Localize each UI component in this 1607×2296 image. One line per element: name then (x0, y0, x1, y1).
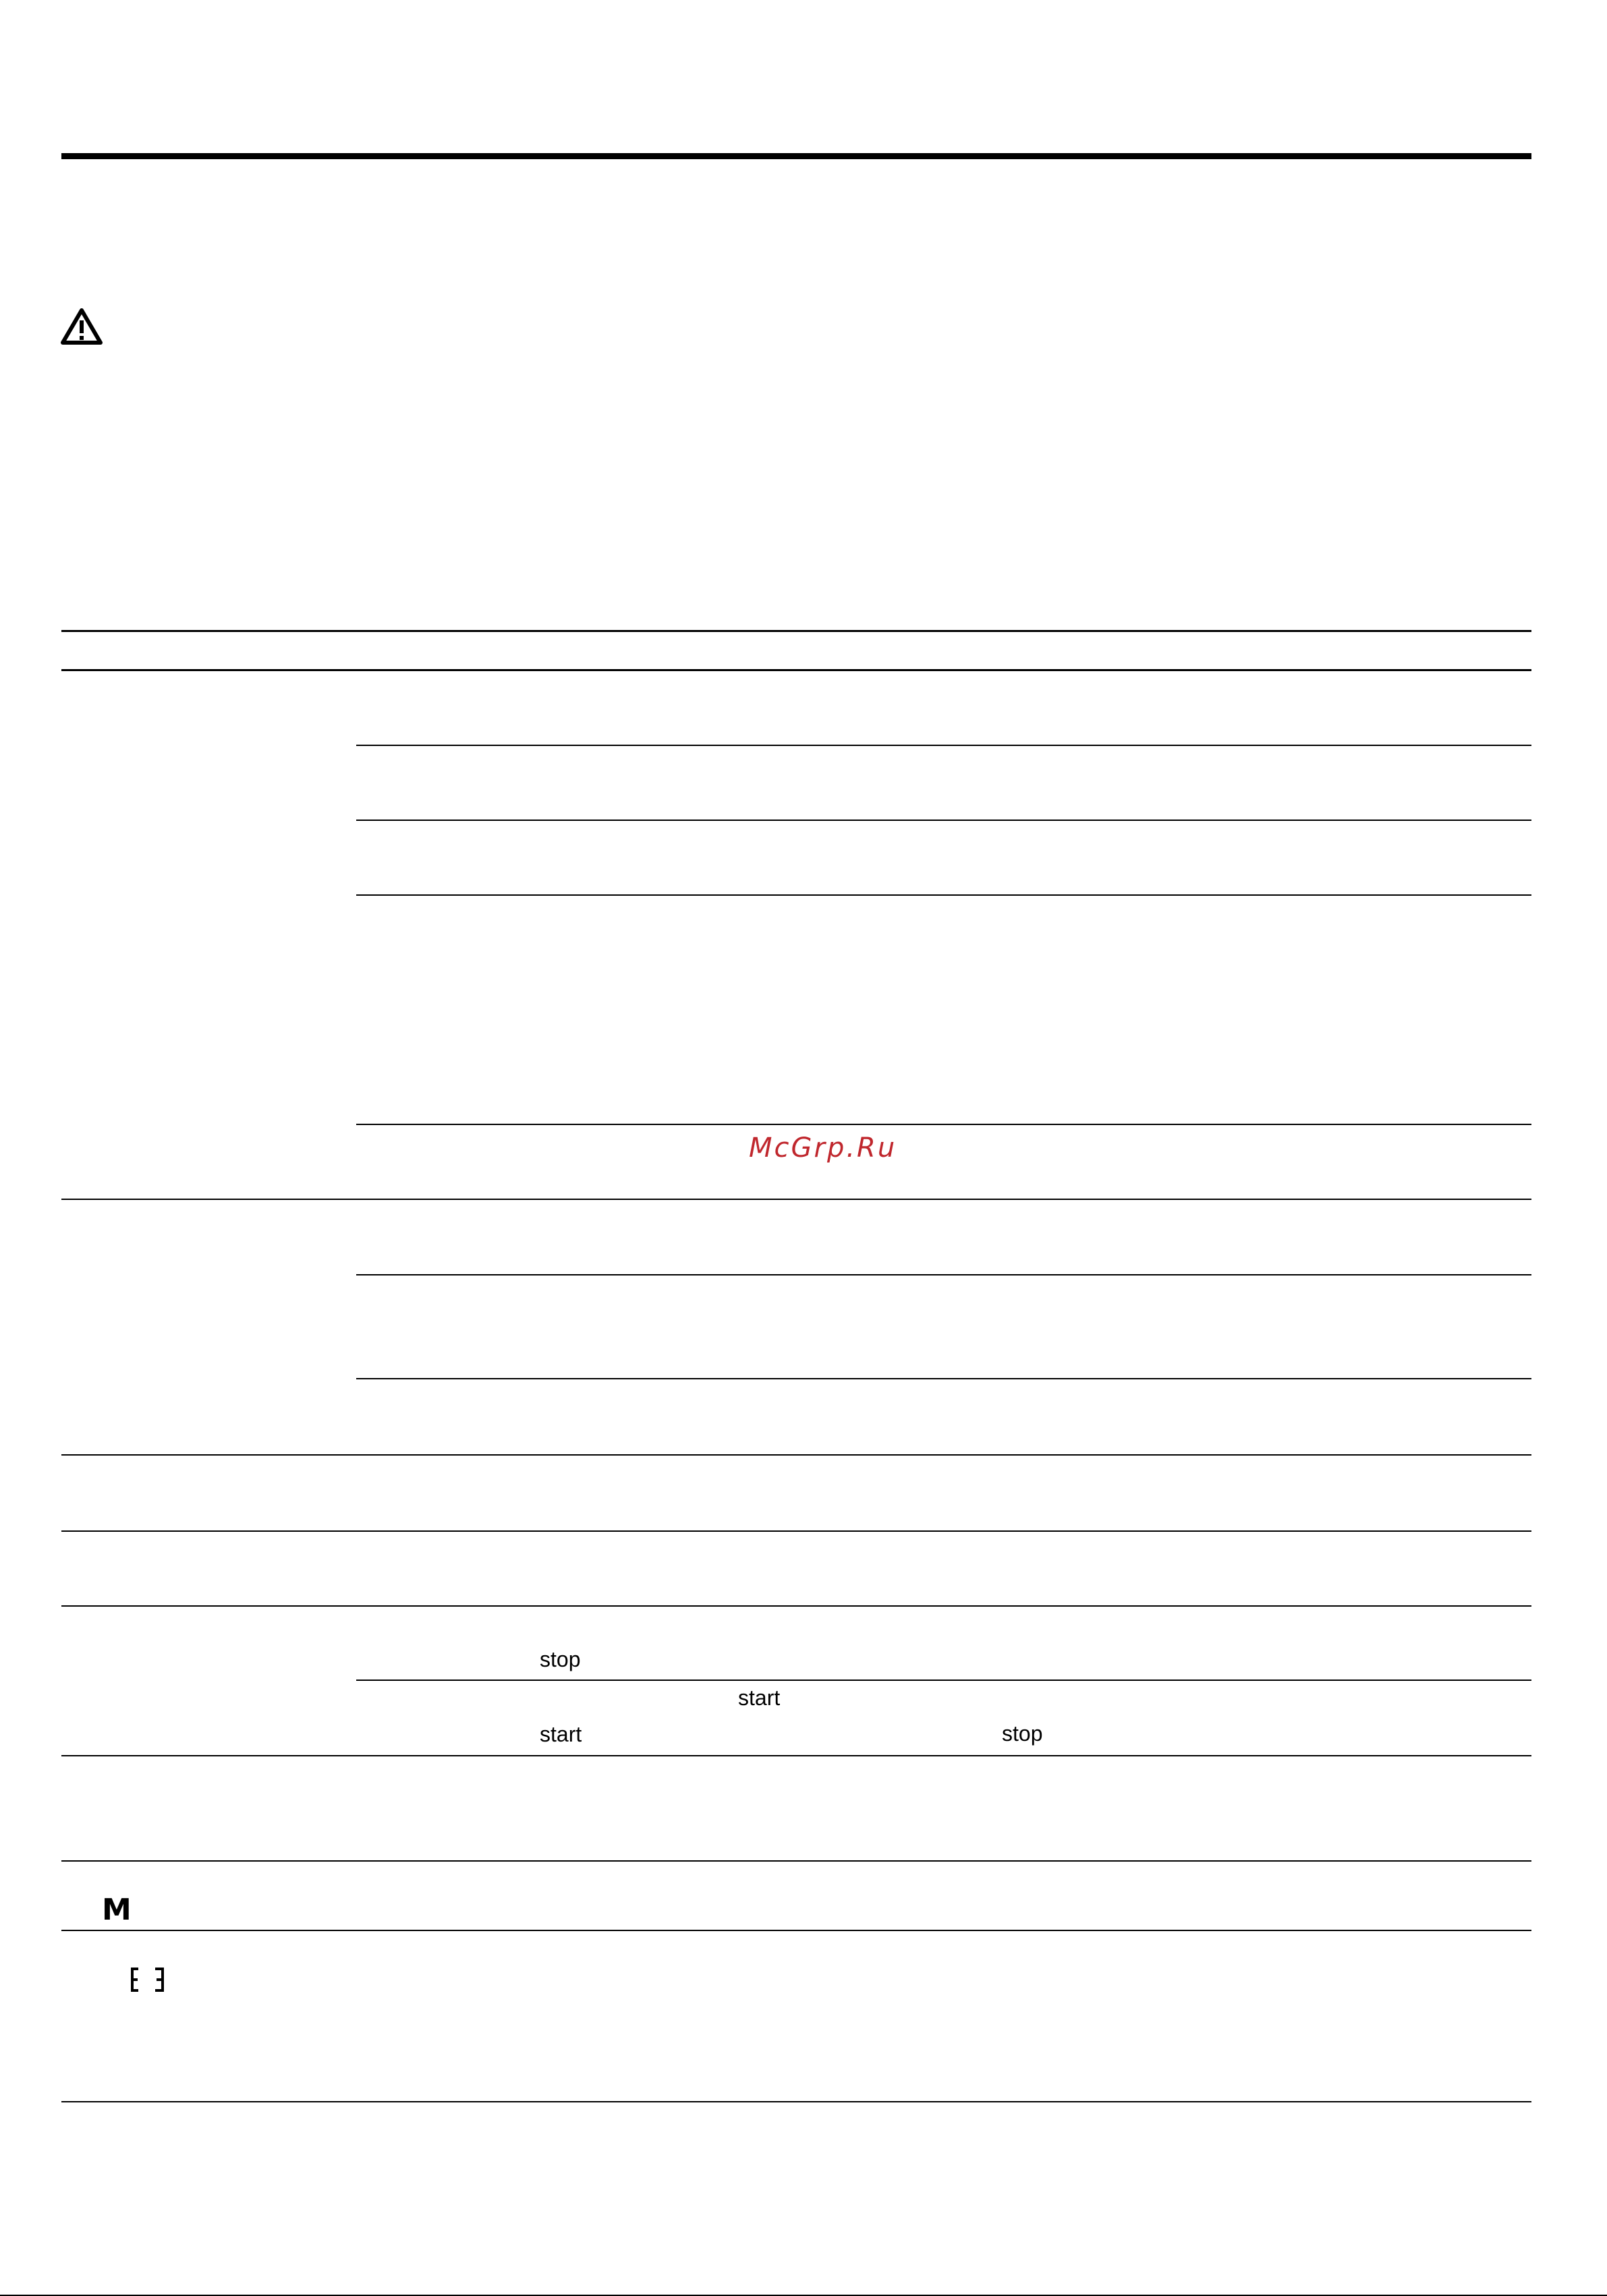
table-rule (61, 1454, 1531, 1456)
table-rule (61, 1199, 1531, 1200)
table-rule (61, 1530, 1531, 1532)
table-rule (356, 745, 1531, 746)
stop-label: stop (1002, 1721, 1043, 1746)
table-rule (356, 1274, 1531, 1275)
e3-display-icon (130, 1966, 165, 1993)
table-rule (356, 1680, 1531, 1681)
watermark: McGrp.Ru (749, 1132, 897, 1164)
table-rule (356, 894, 1531, 896)
table-rule (61, 1605, 1531, 1607)
start-label: start (540, 1722, 582, 1746)
table-rule (356, 1124, 1531, 1125)
table-rule (61, 630, 1531, 632)
table-rule (61, 1860, 1531, 1862)
table-rule (356, 1378, 1531, 1379)
table-rule (61, 1930, 1531, 1931)
table-rule (61, 1755, 1531, 1756)
table-rule (61, 669, 1531, 671)
table-rule (356, 820, 1531, 821)
stop-label: stop (540, 1647, 581, 1671)
page-header-rule (61, 153, 1531, 159)
warning-triangle-icon (60, 307, 103, 346)
table-rule (61, 2101, 1531, 2102)
start-label: start (738, 1686, 781, 1710)
m-program-icon: M (102, 1893, 132, 1927)
